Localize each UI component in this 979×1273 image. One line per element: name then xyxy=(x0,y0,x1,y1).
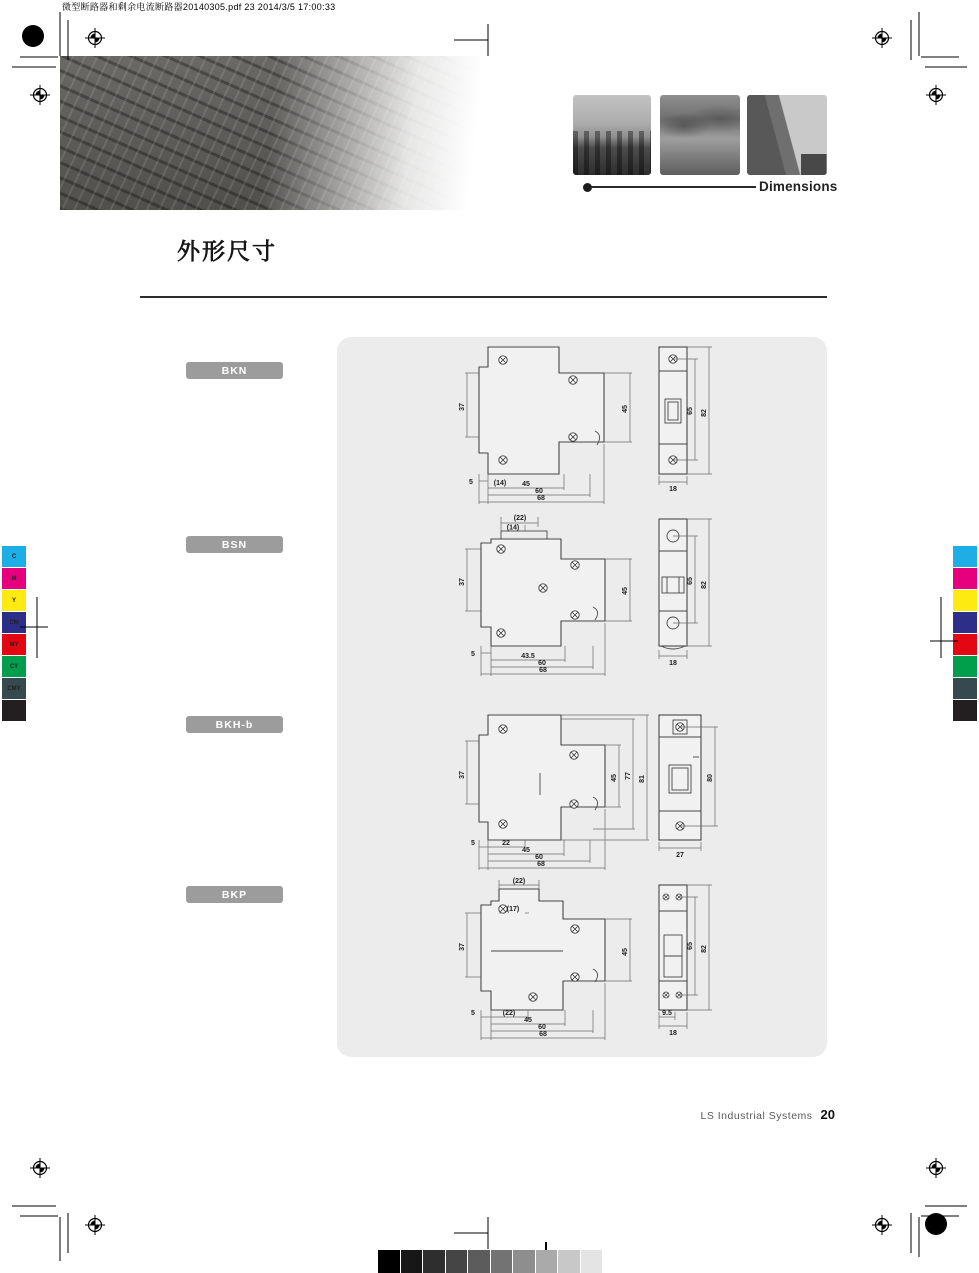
svg-text:5: 5 xyxy=(471,651,475,658)
svg-text:(22): (22) xyxy=(512,878,526,885)
gray-step xyxy=(491,1250,513,1273)
model-tag-bkh-b: BKH-b xyxy=(186,716,283,733)
office-tower-photo xyxy=(747,95,827,175)
svg-text:(17): (17) xyxy=(506,906,520,913)
svg-text:60: 60 xyxy=(538,660,546,667)
bkp-side-view xyxy=(481,889,605,1010)
svg-text:82: 82 xyxy=(701,945,708,953)
page-footer xyxy=(700,1107,835,1122)
color-patch xyxy=(953,546,977,567)
color-patch xyxy=(953,656,977,677)
bkhb-front-view xyxy=(659,715,718,859)
color-patch-cmy: CMY xyxy=(2,678,26,699)
svg-text:68: 68 xyxy=(537,861,545,868)
page-title: 外形尺寸 xyxy=(177,238,277,264)
gray-step xyxy=(378,1250,400,1273)
gray-step xyxy=(536,1250,558,1273)
color-patch-my: MY xyxy=(2,634,26,655)
gray-step xyxy=(423,1250,445,1273)
svg-text:37: 37 xyxy=(459,403,466,411)
bkhb-side-view xyxy=(479,715,605,840)
svg-text:22: 22 xyxy=(502,840,510,847)
construction-cranes-photo xyxy=(573,95,651,175)
color-patch xyxy=(953,634,977,655)
model-tag-bsn: BSN xyxy=(186,536,283,553)
gray-step xyxy=(581,1250,603,1273)
gray-step xyxy=(446,1250,468,1273)
bkp-front-view xyxy=(659,885,712,1037)
svg-text:(14): (14) xyxy=(506,524,520,532)
svg-text:18: 18 xyxy=(669,660,677,667)
color-patch-y: Y xyxy=(2,590,26,611)
gray-step xyxy=(558,1250,580,1273)
svg-text:45: 45 xyxy=(522,847,530,854)
svg-text:68: 68 xyxy=(539,667,547,674)
svg-text:37: 37 xyxy=(459,943,466,951)
bkp-drawing xyxy=(443,877,733,1049)
color-patch xyxy=(953,678,977,699)
svg-text:(22): (22) xyxy=(513,515,527,522)
corner-dot-icon xyxy=(925,1213,947,1235)
svg-text:45: 45 xyxy=(622,948,629,956)
grayscale-calibration-bar xyxy=(378,1250,602,1273)
svg-text:43.5: 43.5 xyxy=(521,653,535,660)
svg-text:81: 81 xyxy=(639,775,646,783)
model-tag-bkn: BKN xyxy=(186,362,283,379)
svg-text:37: 37 xyxy=(459,578,466,586)
svg-text:5: 5 xyxy=(469,479,473,486)
svg-text:77: 77 xyxy=(625,772,632,780)
gray-step xyxy=(401,1250,423,1273)
footer-page-number: 20 xyxy=(820,1107,835,1122)
svg-text:27: 27 xyxy=(676,852,684,859)
color-patch-cm: CM xyxy=(2,612,26,633)
svg-text:5: 5 xyxy=(471,840,475,847)
title-rule xyxy=(140,296,827,298)
svg-text:68: 68 xyxy=(539,1031,547,1038)
svg-text:18: 18 xyxy=(669,486,677,493)
color-patch-cy: CY xyxy=(2,656,26,677)
svg-text:60: 60 xyxy=(535,854,543,861)
header-texture-image xyxy=(60,56,480,210)
gray-step xyxy=(468,1250,490,1273)
file-info-text: 微型断路器和剩余电流断路器20140305.pdf 23 2014/3/5 17:00:33 xyxy=(62,2,336,12)
svg-text:45: 45 xyxy=(611,774,618,782)
svg-text:5: 5 xyxy=(471,1010,475,1017)
caption-rule xyxy=(591,186,756,188)
model-tag-bkp: BKP xyxy=(186,886,283,903)
cmyk-color-bar-right xyxy=(953,546,977,721)
svg-text:65: 65 xyxy=(687,942,694,950)
svg-text:60: 60 xyxy=(535,488,543,495)
svg-text:60: 60 xyxy=(538,1024,546,1031)
color-patch xyxy=(953,700,977,721)
footer-company: LS Industrial Systems xyxy=(700,1110,813,1122)
svg-text:45: 45 xyxy=(622,405,629,413)
corner-dot-icon xyxy=(22,25,44,47)
color-patch-c: C xyxy=(2,546,26,567)
bkh-b-drawing xyxy=(443,707,733,875)
svg-text:45: 45 xyxy=(522,481,530,488)
color-patch xyxy=(953,568,977,589)
svg-text:37: 37 xyxy=(459,771,466,779)
svg-text:45: 45 xyxy=(622,587,629,595)
svg-text:65: 65 xyxy=(687,407,694,415)
color-patch-k: K xyxy=(2,700,26,721)
bkn-front-view xyxy=(659,347,712,493)
svg-text:82: 82 xyxy=(701,581,708,589)
svg-text:(22): (22) xyxy=(502,1010,516,1017)
svg-text:68: 68 xyxy=(537,495,545,502)
svg-text:80: 80 xyxy=(707,774,714,782)
svg-text:18: 18 xyxy=(669,1030,677,1037)
color-patch xyxy=(953,612,977,633)
gray-step xyxy=(513,1250,535,1273)
svg-text:45: 45 xyxy=(524,1017,532,1024)
section-label: Dimensions xyxy=(759,179,838,194)
bsn-drawing xyxy=(443,513,723,685)
cmyk-color-bar-left xyxy=(2,546,26,721)
svg-text:(14): (14) xyxy=(493,480,507,487)
bsn-front-view xyxy=(659,519,712,667)
bkn-side-view xyxy=(479,347,604,474)
center-tick-mark xyxy=(545,1242,547,1250)
svg-text:65: 65 xyxy=(687,577,694,585)
bkn-drawing xyxy=(443,341,723,507)
color-patch xyxy=(953,590,977,611)
svg-text:82: 82 xyxy=(701,409,708,417)
mountain-landscape-photo xyxy=(660,95,740,175)
svg-text:9.5: 9.5 xyxy=(662,1010,672,1017)
color-patch-m: M xyxy=(2,568,26,589)
bsn-side-view xyxy=(481,531,605,646)
